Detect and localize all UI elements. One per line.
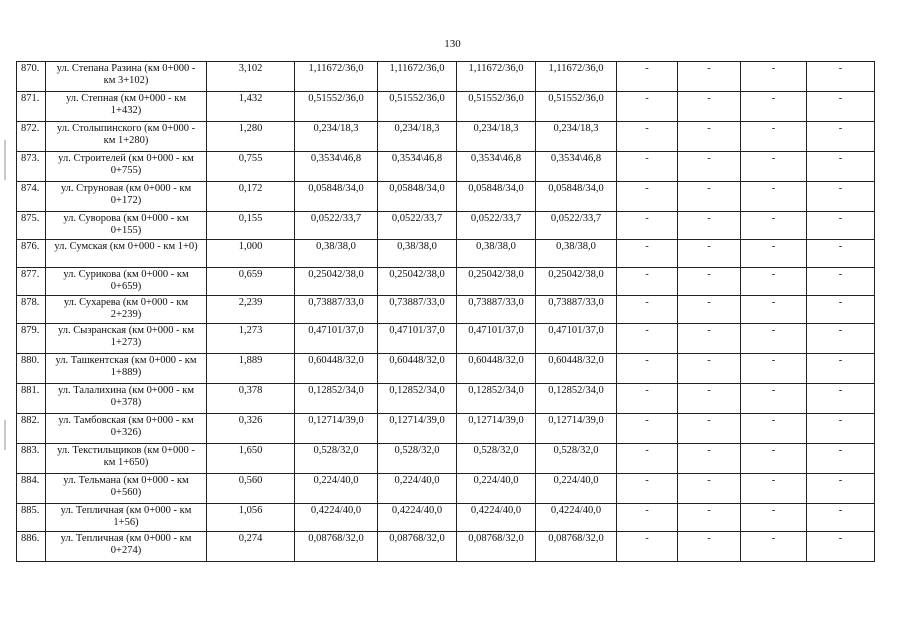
value-cell: 0,51552/36,0 bbox=[295, 92, 378, 122]
row-number: 870. bbox=[17, 62, 46, 92]
dash-cell: - bbox=[741, 122, 807, 152]
value-cell: 0,38/38,0 bbox=[536, 240, 617, 268]
dash-cell: - bbox=[678, 532, 741, 562]
row-number: 881. bbox=[17, 384, 46, 414]
dash-cell: - bbox=[807, 152, 875, 182]
value-cell: 0,25042/38,0 bbox=[295, 268, 378, 296]
dash-cell: - bbox=[617, 324, 678, 354]
road-length: 1,432 bbox=[207, 92, 295, 122]
table-row bbox=[17, 268, 875, 296]
street-name: ул. Тепличная (км 0+000 - км 0+274) bbox=[46, 532, 207, 562]
dash-cell: - bbox=[678, 296, 741, 324]
table-row bbox=[17, 474, 875, 504]
value-cell: 0,05848/34,0 bbox=[536, 182, 617, 212]
dash-cell: - bbox=[678, 122, 741, 152]
street-name: ул. Сумская (км 0+000 - км 1+0) bbox=[46, 240, 207, 268]
table-row bbox=[17, 122, 875, 152]
street-name: ул. Тепличная (км 0+000 - км 1+56) bbox=[46, 504, 207, 532]
value-cell: 0,12852/34,0 bbox=[457, 384, 536, 414]
dash-cell: - bbox=[741, 212, 807, 240]
value-cell: 1,11672/36,0 bbox=[295, 62, 378, 92]
table-row bbox=[17, 384, 875, 414]
road-length: 0,274 bbox=[207, 532, 295, 562]
value-cell: 0,05848/34,0 bbox=[378, 182, 457, 212]
scan-edge-mark bbox=[4, 420, 6, 450]
street-name: ул. Тамбовская (км 0+000 - км 0+326) bbox=[46, 414, 207, 444]
table-row bbox=[17, 212, 875, 240]
value-cell: 1,11672/36,0 bbox=[536, 62, 617, 92]
row-number: 883. bbox=[17, 444, 46, 474]
table-row bbox=[17, 354, 875, 384]
dash-cell: - bbox=[807, 444, 875, 474]
road-length: 1,056 bbox=[207, 504, 295, 532]
dash-cell: - bbox=[678, 182, 741, 212]
dash-cell: - bbox=[617, 444, 678, 474]
table-row bbox=[17, 324, 875, 354]
value-cell: 0,224/40,0 bbox=[378, 474, 457, 504]
table-row bbox=[17, 182, 875, 212]
value-cell: 0,51552/36,0 bbox=[457, 92, 536, 122]
value-cell: 0,224/40,0 bbox=[457, 474, 536, 504]
value-cell: 0,3534\46,8 bbox=[378, 152, 457, 182]
dash-cell: - bbox=[678, 474, 741, 504]
dash-cell: - bbox=[807, 122, 875, 152]
dash-cell: - bbox=[807, 296, 875, 324]
value-cell: 0,528/32,0 bbox=[295, 444, 378, 474]
street-name: ул. Степана Разина (км 0+000 - км 3+102) bbox=[46, 62, 207, 92]
dash-cell: - bbox=[741, 532, 807, 562]
dash-cell: - bbox=[678, 324, 741, 354]
value-cell: 0,25042/38,0 bbox=[457, 268, 536, 296]
road-length: 1,650 bbox=[207, 444, 295, 474]
value-cell: 0,47101/37,0 bbox=[378, 324, 457, 354]
dash-cell: - bbox=[741, 240, 807, 268]
table-row bbox=[17, 414, 875, 444]
value-cell: 0,12714/39,0 bbox=[536, 414, 617, 444]
value-cell: 0,47101/37,0 bbox=[295, 324, 378, 354]
dash-cell: - bbox=[678, 62, 741, 92]
table-row bbox=[17, 152, 875, 182]
street-name: ул. Степная (км 0+000 - км 1+432) bbox=[46, 92, 207, 122]
value-cell: 0,47101/37,0 bbox=[536, 324, 617, 354]
value-cell: 0,60448/32,0 bbox=[536, 354, 617, 384]
row-number: 874. bbox=[17, 182, 46, 212]
value-cell: 0,73887/33,0 bbox=[378, 296, 457, 324]
street-name: ул. Текстильщиков (км 0+000 - км 1+650) bbox=[46, 444, 207, 474]
value-cell: 0,0522/33,7 bbox=[378, 212, 457, 240]
value-cell: 0,12852/34,0 bbox=[378, 384, 457, 414]
dash-cell: - bbox=[617, 384, 678, 414]
value-cell: 0,234/18,3 bbox=[295, 122, 378, 152]
road-length: 1,000 bbox=[207, 240, 295, 268]
value-cell: 0,73887/33,0 bbox=[536, 296, 617, 324]
dash-cell: - bbox=[678, 268, 741, 296]
dash-cell: - bbox=[807, 354, 875, 384]
road-length: 0,378 bbox=[207, 384, 295, 414]
road-length: 0,326 bbox=[207, 414, 295, 444]
value-cell: 0,08768/32,0 bbox=[457, 532, 536, 562]
dash-cell: - bbox=[741, 444, 807, 474]
dash-cell: - bbox=[741, 384, 807, 414]
row-number: 878. bbox=[17, 296, 46, 324]
value-cell: 0,234/18,3 bbox=[457, 122, 536, 152]
street-name: ул. Строителей (км 0+000 - км 0+755) bbox=[46, 152, 207, 182]
dash-cell: - bbox=[678, 384, 741, 414]
value-cell: 0,224/40,0 bbox=[536, 474, 617, 504]
row-number: 873. bbox=[17, 152, 46, 182]
table-row bbox=[17, 296, 875, 324]
dash-cell: - bbox=[678, 152, 741, 182]
dash-cell: - bbox=[617, 474, 678, 504]
value-cell: 0,60448/32,0 bbox=[295, 354, 378, 384]
dash-cell: - bbox=[678, 504, 741, 532]
dash-cell: - bbox=[741, 474, 807, 504]
value-cell: 0,05848/34,0 bbox=[295, 182, 378, 212]
dash-cell: - bbox=[807, 414, 875, 444]
table-row bbox=[17, 62, 875, 92]
value-cell: 0,0522/33,7 bbox=[536, 212, 617, 240]
road-length: 0,155 bbox=[207, 212, 295, 240]
table-row bbox=[17, 240, 875, 268]
dash-cell: - bbox=[678, 240, 741, 268]
dash-cell: - bbox=[741, 354, 807, 384]
dash-cell: - bbox=[807, 324, 875, 354]
dash-cell: - bbox=[807, 384, 875, 414]
value-cell: 0,08768/32,0 bbox=[378, 532, 457, 562]
dash-cell: - bbox=[741, 268, 807, 296]
value-cell: 0,4224/40,0 bbox=[536, 504, 617, 532]
table-row bbox=[17, 92, 875, 122]
table-row bbox=[17, 532, 875, 562]
dash-cell: - bbox=[617, 240, 678, 268]
value-cell: 1,11672/36,0 bbox=[457, 62, 536, 92]
value-cell: 0,12714/39,0 bbox=[378, 414, 457, 444]
value-cell: 0,234/18,3 bbox=[536, 122, 617, 152]
value-cell: 0,05848/34,0 bbox=[457, 182, 536, 212]
value-cell: 0,528/32,0 bbox=[457, 444, 536, 474]
street-name: ул. Сурикова (км 0+000 - км 0+659) bbox=[46, 268, 207, 296]
dash-cell: - bbox=[807, 532, 875, 562]
row-number: 885. bbox=[17, 504, 46, 532]
road-length: 1,273 bbox=[207, 324, 295, 354]
street-name: ул. Суворова (км 0+000 - км 0+155) bbox=[46, 212, 207, 240]
scan-edge-mark bbox=[4, 140, 6, 180]
value-cell: 0,25042/38,0 bbox=[536, 268, 617, 296]
dash-cell: - bbox=[807, 474, 875, 504]
value-cell: 0,0522/33,7 bbox=[295, 212, 378, 240]
dash-cell: - bbox=[741, 92, 807, 122]
value-cell: 0,38/38,0 bbox=[378, 240, 457, 268]
dash-cell: - bbox=[678, 212, 741, 240]
street-name: ул. Сызранская (км 0+000 - км 1+273) bbox=[46, 324, 207, 354]
road-length: 3,102 bbox=[207, 62, 295, 92]
road-length: 0,172 bbox=[207, 182, 295, 212]
road-length: 0,659 bbox=[207, 268, 295, 296]
dash-cell: - bbox=[807, 504, 875, 532]
road-length: 1,889 bbox=[207, 354, 295, 384]
dash-cell: - bbox=[807, 62, 875, 92]
row-number: 882. bbox=[17, 414, 46, 444]
dash-cell: - bbox=[617, 122, 678, 152]
value-cell: 0,73887/33,0 bbox=[295, 296, 378, 324]
row-number: 871. bbox=[17, 92, 46, 122]
dash-cell: - bbox=[617, 62, 678, 92]
dash-cell: - bbox=[807, 240, 875, 268]
road-length: 0,560 bbox=[207, 474, 295, 504]
dash-cell: - bbox=[741, 62, 807, 92]
dash-cell: - bbox=[617, 92, 678, 122]
street-name: ул. Столыпинского (км 0+000 - км 1+280) bbox=[46, 122, 207, 152]
value-cell: 0,38/38,0 bbox=[295, 240, 378, 268]
value-cell: 0,51552/36,0 bbox=[378, 92, 457, 122]
row-number: 879. bbox=[17, 324, 46, 354]
street-name: ул. Ташкентская (км 0+000 - км 1+889) bbox=[46, 354, 207, 384]
value-cell: 0,4224/40,0 bbox=[378, 504, 457, 532]
dash-cell: - bbox=[617, 532, 678, 562]
value-cell: 0,12714/39,0 bbox=[457, 414, 536, 444]
row-number: 872. bbox=[17, 122, 46, 152]
value-cell: 0,224/40,0 bbox=[295, 474, 378, 504]
street-name: ул. Тельмана (км 0+000 - км 0+560) bbox=[46, 474, 207, 504]
value-cell: 0,528/32,0 bbox=[536, 444, 617, 474]
table-row bbox=[17, 444, 875, 474]
value-cell: 0,3534\46,8 bbox=[536, 152, 617, 182]
value-cell: 0,38/38,0 bbox=[457, 240, 536, 268]
dash-cell: - bbox=[617, 212, 678, 240]
value-cell: 0,3534\46,8 bbox=[295, 152, 378, 182]
value-cell: 0,528/32,0 bbox=[378, 444, 457, 474]
value-cell: 0,12714/39,0 bbox=[295, 414, 378, 444]
value-cell: 0,12852/34,0 bbox=[295, 384, 378, 414]
row-number: 886. bbox=[17, 532, 46, 562]
value-cell: 0,60448/32,0 bbox=[457, 354, 536, 384]
dash-cell: - bbox=[617, 504, 678, 532]
road-length: 1,280 bbox=[207, 122, 295, 152]
dash-cell: - bbox=[741, 152, 807, 182]
dash-cell: - bbox=[678, 444, 741, 474]
dash-cell: - bbox=[617, 182, 678, 212]
row-number: 876. bbox=[17, 240, 46, 268]
dash-cell: - bbox=[617, 414, 678, 444]
street-name: ул. Струновая (км 0+000 - км 0+172) bbox=[46, 182, 207, 212]
value-cell: 0,12852/34,0 bbox=[536, 384, 617, 414]
value-cell: 0,60448/32,0 bbox=[378, 354, 457, 384]
dash-cell: - bbox=[741, 414, 807, 444]
street-name: ул. Талалихина (км 0+000 - км 0+378) bbox=[46, 384, 207, 414]
dash-cell: - bbox=[807, 182, 875, 212]
value-cell: 0,73887/33,0 bbox=[457, 296, 536, 324]
dash-cell: - bbox=[678, 414, 741, 444]
dash-cell: - bbox=[741, 504, 807, 532]
dash-cell: - bbox=[741, 296, 807, 324]
road-length: 2,239 bbox=[207, 296, 295, 324]
street-name: ул. Сухарева (км 0+000 - км 2+239) bbox=[46, 296, 207, 324]
dash-cell: - bbox=[617, 296, 678, 324]
value-cell: 0,08768/32,0 bbox=[295, 532, 378, 562]
page-number: 130 bbox=[444, 38, 461, 50]
row-number: 875. bbox=[17, 212, 46, 240]
dash-cell: - bbox=[807, 268, 875, 296]
value-cell: 0,25042/38,0 bbox=[378, 268, 457, 296]
row-number: 877. bbox=[17, 268, 46, 296]
value-cell: 0,08768/32,0 bbox=[536, 532, 617, 562]
dash-cell: - bbox=[741, 182, 807, 212]
value-cell: 0,3534\46,8 bbox=[457, 152, 536, 182]
dash-cell: - bbox=[807, 212, 875, 240]
value-cell: 0,234/18,3 bbox=[378, 122, 457, 152]
road-length: 0,755 bbox=[207, 152, 295, 182]
dash-cell: - bbox=[617, 268, 678, 296]
dash-cell: - bbox=[617, 152, 678, 182]
value-cell: 0,4224/40,0 bbox=[295, 504, 378, 532]
value-cell: 0,47101/37,0 bbox=[457, 324, 536, 354]
roads-table bbox=[16, 61, 875, 562]
row-number: 884. bbox=[17, 474, 46, 504]
value-cell: 0,51552/36,0 bbox=[536, 92, 617, 122]
row-number: 880. bbox=[17, 354, 46, 384]
value-cell: 0,4224/40,0 bbox=[457, 504, 536, 532]
dash-cell: - bbox=[678, 354, 741, 384]
table-row bbox=[17, 504, 875, 532]
dash-cell: - bbox=[617, 354, 678, 384]
dash-cell: - bbox=[678, 92, 741, 122]
value-cell: 0,0522/33,7 bbox=[457, 212, 536, 240]
dash-cell: - bbox=[741, 324, 807, 354]
value-cell: 1,11672/36,0 bbox=[378, 62, 457, 92]
dash-cell: - bbox=[807, 92, 875, 122]
